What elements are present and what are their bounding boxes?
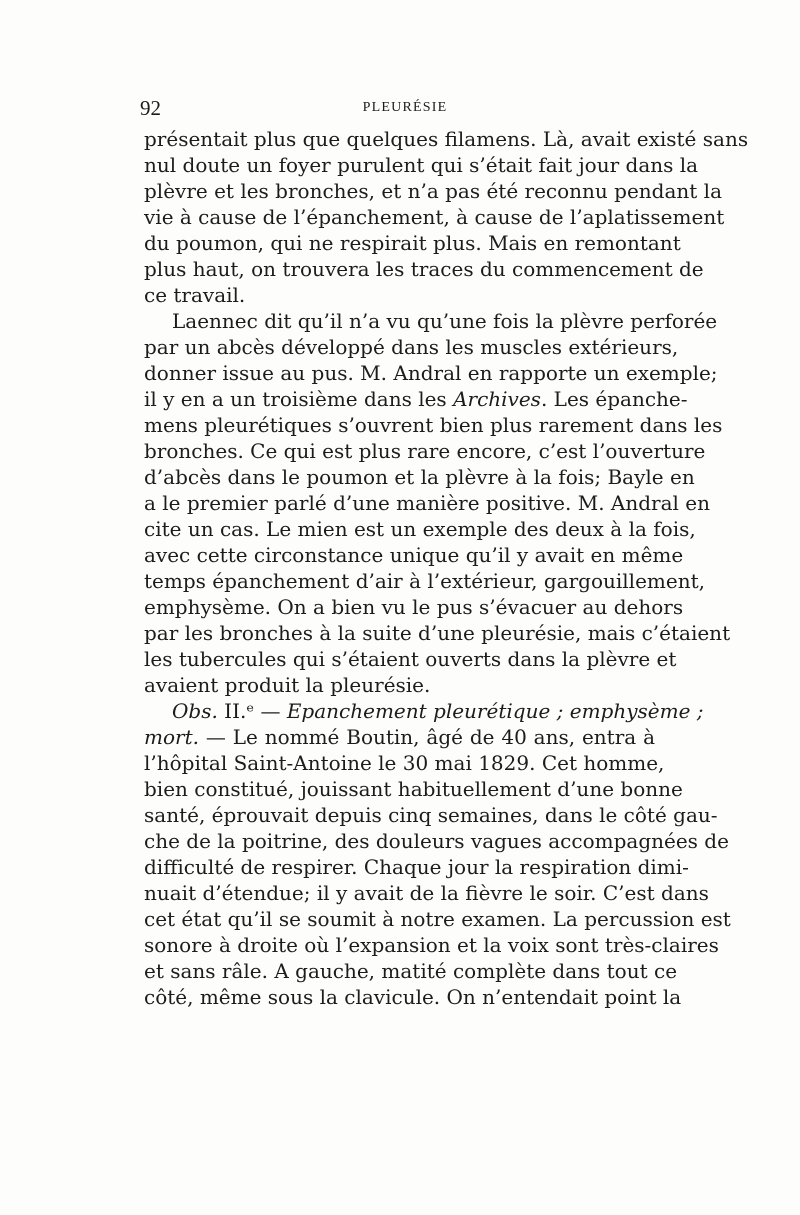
- text-line: [144, 464, 695, 490]
- text-line: [144, 828, 729, 854]
- text-line: [144, 620, 731, 646]
- italic-text: Obs.: [172, 699, 218, 723]
- text-line: [144, 490, 710, 516]
- text-line: [144, 230, 681, 256]
- text-run: donner issue au pus. M. Andral en rapporte un exemple;: [144, 361, 718, 385]
- text-run: Laennec dit qu’il n’a vu qu’une fois la plèvre perforée: [172, 309, 718, 333]
- text-run: temps épanchement d’air à l’extérieur, gargouillement,: [144, 569, 705, 593]
- page-header: [140, 96, 670, 120]
- text-run: sonore à droite où l’expansion et la voix sont très-claires: [144, 933, 719, 957]
- text-line: [144, 516, 696, 542]
- text-run: — Le nommé Boutin, âgé de 40 ans, entra à: [198, 725, 655, 749]
- text-run: l’hôpital Saint-Antoine le 30 mai 1829. Cet homme,: [144, 751, 665, 775]
- running-title: PLEURÉSIE: [362, 100, 448, 115]
- body-text: [144, 126, 749, 1010]
- text-line: [144, 672, 655, 698]
- text-line: [144, 750, 665, 776]
- text-run: par un abcès développé dans les muscles extérieurs,: [144, 335, 679, 359]
- text-line: [144, 412, 723, 438]
- text-line: [144, 126, 749, 152]
- text-line: [144, 542, 684, 568]
- text-run: les tubercules qui s’étaient ouverts dans la plèvre et: [144, 647, 677, 671]
- text-run: emphysème. On a bien vu le pus s’évacuer au dehors: [144, 595, 684, 619]
- text-line: [144, 152, 699, 178]
- italic-text: mort.: [144, 725, 199, 749]
- text-run: et sans râle. A gauche, matité complète dans tout ce: [144, 959, 678, 983]
- text-run: difficulté de respirer. Chaque jour la respiration dimi-: [144, 855, 689, 879]
- text-run: a le premier parlé d’une manière positive. M. Andral en: [144, 491, 710, 515]
- text-run: plus haut, on trouvera les traces du commencement de: [144, 257, 704, 281]
- italic-text: Epanchement pleurétique ; emphysème ;: [286, 699, 704, 723]
- text-line: [144, 178, 722, 204]
- text-line: [144, 958, 678, 984]
- text-run: avec cette circonstance unique qu’il y avait en même: [144, 543, 684, 567]
- text-run: d’abcès dans le poumon et la plèvre à la fois; Bayle en: [144, 465, 695, 489]
- text-line: [144, 984, 682, 1010]
- page-number: 92: [140, 96, 161, 120]
- text-line: [144, 646, 677, 672]
- text-line: [144, 776, 683, 802]
- text-run: che de la poitrine, des douleurs vagues accompagnées de: [144, 829, 729, 853]
- text-line: [144, 932, 719, 958]
- text-line: [144, 802, 718, 828]
- text-run: il y en a un troisième dans les: [144, 387, 454, 411]
- italic-text: Archives: [453, 387, 541, 411]
- text-run: vie à cause de l’épanchement, à cause de l’aplatissement: [144, 205, 725, 229]
- text-line: [144, 360, 718, 386]
- text-line: [144, 438, 706, 464]
- text-run: par les bronches à la suite d’une pleurésie, mais c’étaient: [144, 621, 731, 645]
- text-run: . Les épanche-: [540, 387, 688, 411]
- text-line: [144, 386, 688, 412]
- text-run: bronches. Ce qui est plus rare encore, c’est l’ouverture: [144, 439, 706, 463]
- text-line: [144, 880, 709, 906]
- text-line: [144, 568, 705, 594]
- text-run: nul doute un foyer purulent qui s’était fait jour dans la: [144, 153, 699, 177]
- text-run: ce travail.: [144, 283, 246, 307]
- text-run: cite un cas. Le mien est un exemple des deux à la fois,: [144, 517, 696, 541]
- text-run: nuait d’étendue; il y avait de la fièvre le soir. C’est dans: [144, 881, 709, 905]
- text-run: bien constitué, jouissant habituellement d’une bonne: [144, 777, 683, 801]
- text-line: [144, 308, 718, 334]
- text-run: présentait plus que quelques filamens. Là, avait existé sans: [144, 127, 749, 151]
- text-line: [144, 334, 679, 360]
- text-run: santé, éprouvait depuis cinq semaines, dans le côté gau-: [144, 803, 718, 827]
- text-line: [144, 906, 731, 932]
- text-run: plèvre et les bronches, et n’a pas été reconnu pendant la: [144, 179, 722, 203]
- text-line: [144, 854, 689, 880]
- text-line: [144, 724, 655, 750]
- text-run: du poumon, qui ne respirait plus. Mais en remontant: [144, 231, 681, 255]
- text-line: [144, 204, 725, 230]
- text-line: [144, 282, 655, 308]
- text-run: cet état qu’il se soumit à notre examen. La percussion est: [144, 907, 731, 931]
- text-line: [144, 594, 684, 620]
- text-run: côté, même sous la clavicule. On n’entendait point la: [144, 985, 682, 1009]
- text-line: [144, 698, 704, 724]
- text-line: [144, 256, 704, 282]
- text-run: II.ᵉ —: [217, 699, 287, 723]
- text-run: mens pleurétiques s’ouvrent bien plus rarement dans les: [144, 413, 723, 437]
- text-run: avaient produit la pleurésie.: [144, 673, 431, 697]
